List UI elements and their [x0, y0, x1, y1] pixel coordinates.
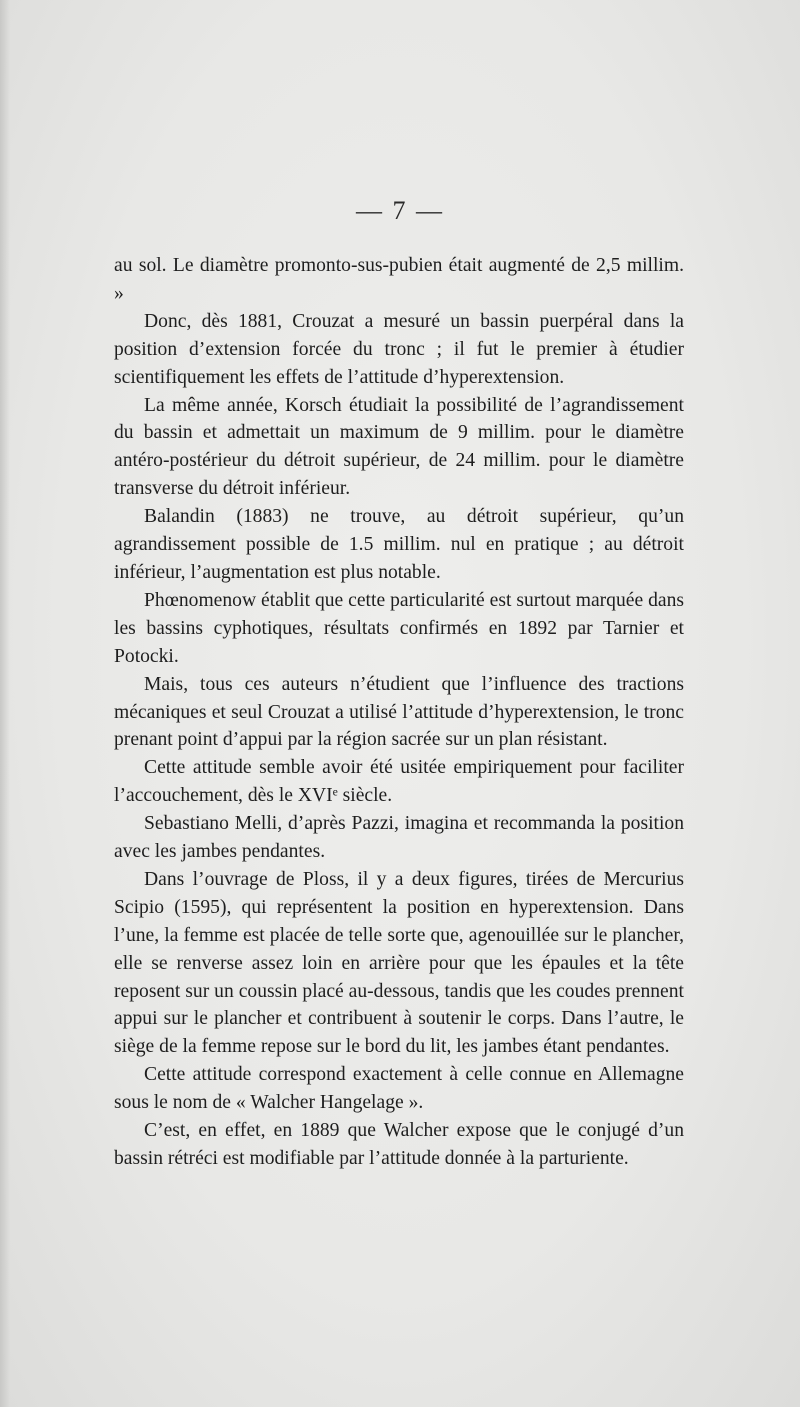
- paragraph: La même année, Korsch étudiait la possibilité de l’agrandissement du bassin et admettait un maximum de 9 millim. pour le diamètre antéro-postérieur du détroit supérieur, de 24 millim. pour le diamètre transverse du détroit inférieur.: [114, 394, 684, 500]
- paragraph: Sebastiano Melli, d’après Pazzi, imagina et recommanda la position avec les jambes pendantes.: [114, 813, 684, 863]
- paragraph: Cette attitude semble avoir été usitée empiriquement pour faciliter l’accouchement, dès le XVIᵉ siècle.: [114, 757, 684, 807]
- paragraph: Donc, dès 1881, Crouzat a mesuré un bassin puerpéral dans la position d’extension forcée du tronc ; il fut le premier à étudier scientifiquement les effets de l’attitude d’hyperextension.: [114, 310, 684, 388]
- paragraph: Mais, tous ces auteurs n’étudient que l’influence des tractions mécaniques et seul Crouzat a utilisé l’attitude d’hyperextension, le tronc prenant point d’appui par la région sacrée sur un plan résistant.: [114, 673, 684, 751]
- paragraph: Cette attitude correspond exactement à celle connue en Allemagne sous le nom de « Walcher Hangelage ».: [114, 1064, 684, 1114]
- paragraph: Dans l’ouvrage de Ploss, il y a deux figures, tirées de Mercurius Scipio (1595), qui représentent la position en hyperextension. Dans l’une, la femme est placée de telle sorte que, agenouillée sur le plancher, elle se renverse assez loin en arrière pour que les épaules et la tête reposent sur un coussin placé au-dessous, tandis que les coudes prennent appui sur le plancher et contribuent à soutenir le corps. Dans l’autre, le siège de la femme repose sur le bord du lit, les jambes étant pendantes.: [114, 868, 684, 1058]
- body-text: [114, 252, 684, 1173]
- paragraph: C’est, en effet, en 1889 que Walcher expose que le conjugé d’un bassin rétréci est modifiable par l’attitude donnée à la parturiente.: [114, 1120, 684, 1169]
- paragraph: Balandin (1883) ne trouve, au détroit supérieur, qu’un agrandissement possible de 1.5 millim. nul en pratique ; au détroit inférieur, l’augmentation est plus notable.: [114, 506, 684, 583]
- page-number: — 7 —: [356, 196, 444, 225]
- paragraph: au sol. Le diamètre promonto-sus-pubien était augmenté de 2,5 millim. »: [114, 255, 684, 304]
- paragraph: Phœnomenow établit que cette particularité est surtout marquée dans les bassins cyphotiques, résultats confirmés en 1892 par Tarnier et Potocki.: [114, 589, 684, 667]
